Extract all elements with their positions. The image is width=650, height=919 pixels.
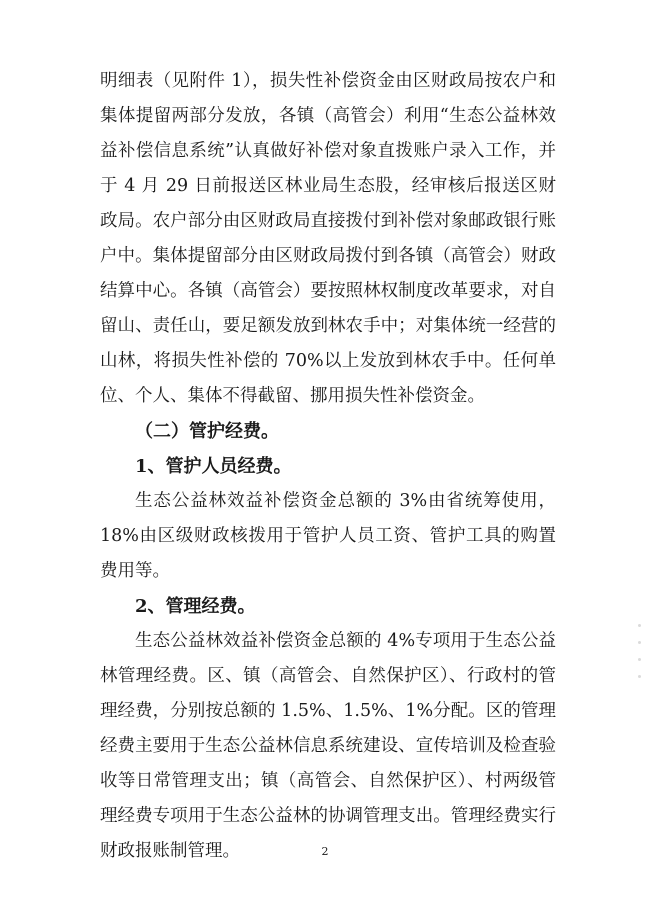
- body-paragraph-admin-funds: 生态公益林效益补偿资金总额的 4%专项用于生态公益林管理经费。区、镇（高管会、自然保护区）、行政村的管理经费，分别按总额的 1.5%、1.5%、1%分配。区的管理经费主要用于生态公益林信息系统建设、宣传培训及检查验收等日常管理支出；镇（高管会、自然保护区）、村两级管理经费专项用于生态公益林的协调管理支出。管理经费实行财政报账制管理。: [100, 631, 556, 861]
- body-paragraph-allocation: 明细表（见附件 1），损失性补偿资金由区财政局按农户和集体提留两部分发放，各镇（高管会）利用“生态公益林效益补偿信息系统”认真做好补偿对象直拨账户录入工作，并于 4 月 29 日前报送区林业局生态股，经审核后报送区财政局。农户部分由区财政局直接拨付到补偿对象邮政银行账户中。集体提留部分由区财政局拨付到各镇（高管会）财政结算中心。各镇（高管会）要按照林权制度改革要求，对自留山、责任山，要足额发放到林农手中；对集体统一经营的山林，将损失性补偿的 70%以上发放到林农手中。任何单位、个人、集体不得截留、挪用损失性补偿资金。: [100, 71, 556, 406]
- page-number: 2: [321, 845, 329, 858]
- section-heading-management-funds: （二）管护经费。: [135, 421, 279, 442]
- subsection-heading-admin-funds: 2、管理经费。: [135, 596, 256, 617]
- document-page: [100, 64, 556, 869]
- scan-artifact: [636, 610, 644, 730]
- body-paragraph-staff-funds: 生态公益林效益补偿资金总额的 3%由省统筹使用，18%由区级财政核拨用于管护人员工资、管护工具的购置费用等。: [100, 491, 556, 581]
- subsection-heading-staff-funds: 1、管护人员经费。: [135, 456, 292, 477]
